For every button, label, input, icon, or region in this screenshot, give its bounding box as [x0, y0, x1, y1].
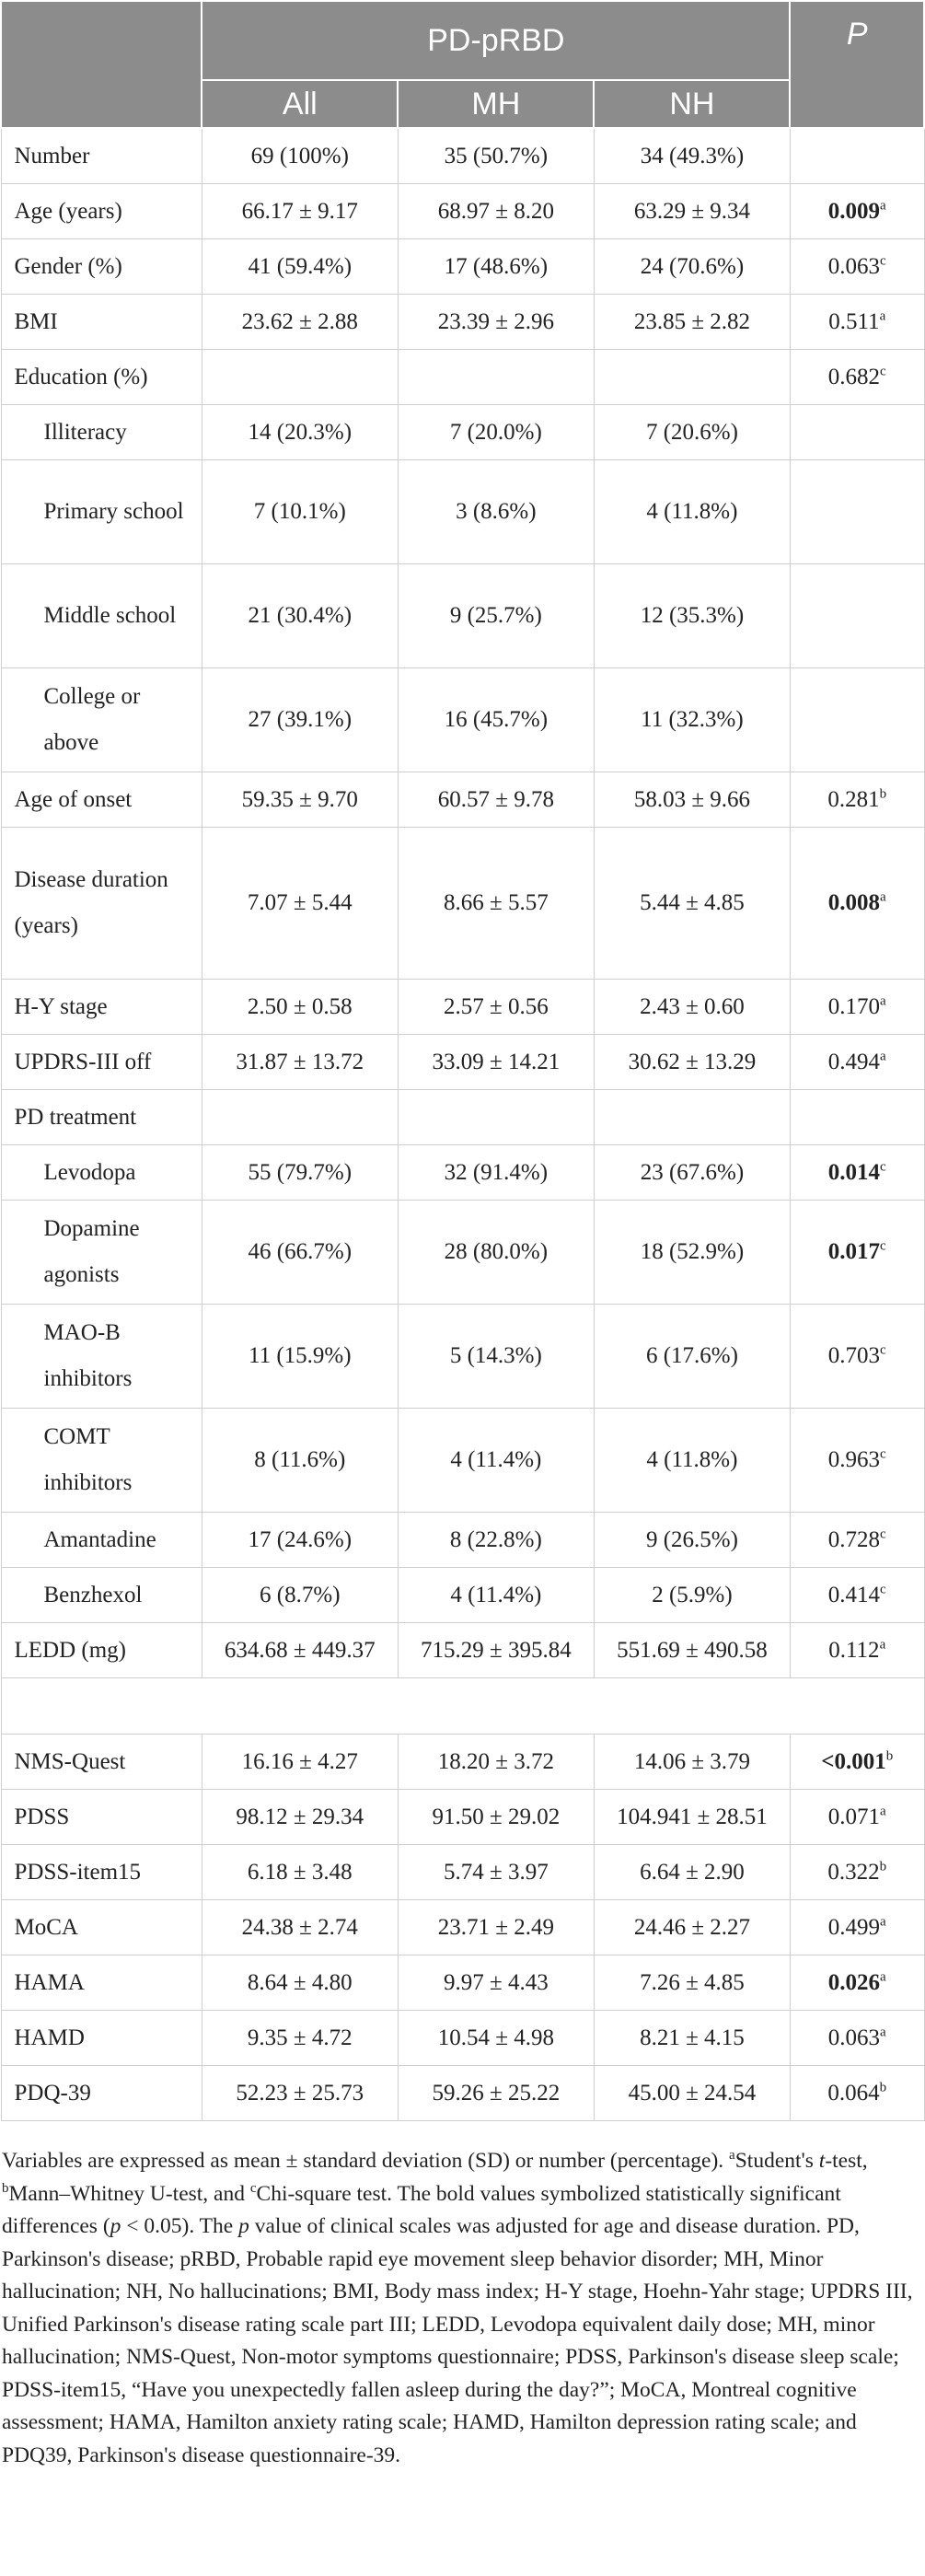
cell-p-value [790, 1035, 924, 1090]
table-row [1, 2066, 924, 2121]
row-label: BMI [1, 295, 202, 350]
p-value-test-marker: a [880, 2025, 886, 2040]
cell-nh: 63.29 ± 9.34 [594, 184, 790, 239]
p-value-test-marker: b [879, 2080, 887, 2095]
cell-p-value [790, 1623, 924, 1678]
cell-all: 17 (24.6%) [202, 1513, 398, 1568]
cell-p-value [790, 460, 924, 564]
cell-mh: 2.57 ± 0.56 [398, 980, 594, 1035]
row-label: Illiteracy [1, 405, 202, 460]
cell-p-value [790, 1090, 924, 1145]
cell-all: 55 (79.7%) [202, 1145, 398, 1201]
cell-nh: 6 (17.6%) [594, 1305, 790, 1409]
cell-nh: 58.03 ± 9.66 [594, 772, 790, 828]
cell-mh: 33.09 ± 14.21 [398, 1035, 594, 1090]
p-value-text: 0.499 [827, 1914, 881, 1940]
cell-p-value [790, 1513, 924, 1568]
header-blank-cell [1, 1, 202, 128]
cell-mh: 18.20 ± 3.72 [398, 1735, 594, 1790]
cell-nh: 4 (11.8%) [594, 460, 790, 564]
row-label: Middle school [1, 564, 202, 668]
row-label: Levodopa [1, 1145, 202, 1201]
row-label: Disease duration (years) [1, 828, 202, 980]
cell-nh [594, 1090, 790, 1145]
row-label: PD treatment [1, 1090, 202, 1145]
row-label: UPDRS-III off [1, 1035, 202, 1090]
cell-all: 7.07 ± 5.44 [202, 828, 398, 980]
cell-p-value [790, 772, 924, 828]
p-value-test-marker: c [880, 253, 886, 269]
cell-p-value [790, 2011, 924, 2066]
cell-p-value [790, 1305, 924, 1409]
cell-p-value [790, 1845, 924, 1900]
table-header [1, 1, 924, 128]
p-value-test-marker: a [880, 993, 886, 1009]
p-value-test-marker: c [880, 1238, 886, 1254]
table-row [1, 350, 924, 405]
cell-nh [594, 350, 790, 405]
cell-all: 9.35 ± 4.72 [202, 2011, 398, 2066]
p-value-test-marker: a [879, 308, 886, 324]
p-value-text: 0.414 [827, 1582, 881, 1607]
p-value-test-marker: c [880, 1582, 886, 1597]
p-value-text: 0.026 [827, 1969, 881, 1995]
table-footnotes [0, 2121, 925, 2472]
note-italic: t [818, 2149, 826, 2173]
row-label: LEDD (mg) [1, 1623, 202, 1678]
cell-mh: 4 (11.4%) [398, 1568, 594, 1623]
table-row [1, 1305, 924, 1409]
row-label: NMS-Quest [1, 1735, 202, 1790]
header-col-nh: NH [594, 80, 790, 128]
table-row [1, 1955, 924, 2011]
p-value-text: 0.008 [827, 890, 881, 915]
cell-p-value [790, 1790, 924, 1845]
table-row [1, 1201, 924, 1305]
cell-nh: 4 (11.8%) [594, 1409, 790, 1513]
p-value-test-marker: a [880, 1804, 886, 1819]
header-group-label: PD-pRBD [202, 1, 790, 80]
p-value-text: 0.511 [828, 308, 880, 334]
cell-p-value [790, 350, 924, 405]
p-value-text: 0.014 [827, 1159, 881, 1185]
cell-mh: 16 (45.7%) [398, 668, 594, 772]
note-text: Mann–Whitney U-test, and [8, 2181, 250, 2206]
row-label: Amantadine [1, 1513, 202, 1568]
cell-p-value [790, 668, 924, 772]
cell-nh: 8.21 ± 4.15 [594, 2011, 790, 2066]
cell-mh: 5.74 ± 3.97 [398, 1845, 594, 1900]
cell-nh: 2.43 ± 0.60 [594, 980, 790, 1035]
cell-all: 8.64 ± 4.80 [202, 1955, 398, 2011]
cell-p-value [790, 1409, 924, 1513]
cell-all: 16.16 ± 4.27 [202, 1735, 398, 1790]
cell-mh: 7 (20.0%) [398, 405, 594, 460]
p-value-text: 0.703 [827, 1343, 881, 1368]
p-value-text: <0.001 [821, 1748, 886, 1774]
cell-mh: 715.29 ± 395.84 [398, 1623, 594, 1678]
cell-p-value [790, 980, 924, 1035]
cell-nh: 24 (70.6%) [594, 239, 790, 295]
cell-mh: 10.54 ± 4.98 [398, 2011, 594, 2066]
p-value-test-marker: c [880, 1159, 886, 1175]
table-spacer-row [1, 1678, 924, 1735]
note-text: Chi-square test. The bold values symbolized statistically significant differences ( [2, 2181, 841, 2238]
cell-p-value [790, 128, 924, 184]
note-text: value of clinical scales was adjusted for age and disease duration. PD, Parkinson's disease; pRBD, Probable rapid eye movement sleep behavior disorder; MH, Minor hallucination; NH, No hallucinations; BMI, Body mass index; H-Y stage, Hoehn-Yahr stage; UPDRS III, Unified Parkinson's disease rating scale part III; LEDD, Levodopa equivalent daily dose; MH, minor hallucination; NMS-Quest, Non-motor symptoms questionnaire; PDSS, Parkinson's disease sleep scale; PDSS-item15, “Have you unexpectedly fallen asleep during the day?”; MoCA, Montreal cognitive assessment; HAMA, Hamilton anxiety rating scale; HAMD, Hamilton depression rating scale; and PDQ39, Parkinson's disease questionnaire-39. [2, 2214, 913, 2467]
cell-mh: 35 (50.7%) [398, 128, 594, 184]
p-value-test-marker: a [879, 1637, 886, 1653]
cell-nh: 9 (26.5%) [594, 1513, 790, 1568]
spacer-cell [1, 1678, 924, 1735]
table-row [1, 405, 924, 460]
cell-nh: 23.85 ± 2.82 [594, 295, 790, 350]
p-value-text: 0.009 [827, 198, 881, 224]
table-row [1, 1145, 924, 1201]
cell-all [202, 350, 398, 405]
cell-all: 2.50 ± 0.58 [202, 980, 398, 1035]
p-value-test-marker: c [880, 1526, 886, 1542]
table-row [1, 1409, 924, 1513]
cell-all: 59.35 ± 9.70 [202, 772, 398, 828]
table-row [1, 980, 924, 1035]
cell-nh: 2 (5.9%) [594, 1568, 790, 1623]
cell-all: 6.18 ± 3.48 [202, 1845, 398, 1900]
cell-all: 6 (8.7%) [202, 1568, 398, 1623]
cell-mh [398, 1090, 594, 1145]
table-row [1, 1623, 924, 1678]
cell-mh [398, 350, 594, 405]
cell-p-value [790, 295, 924, 350]
cell-mh: 4 (11.4%) [398, 1409, 594, 1513]
cell-nh: 24.46 ± 2.27 [594, 1900, 790, 1955]
cell-all: 21 (30.4%) [202, 564, 398, 668]
cell-all: 23.62 ± 2.88 [202, 295, 398, 350]
cell-all: 98.12 ± 29.34 [202, 1790, 398, 1845]
table-row [1, 239, 924, 295]
p-value-text: 0.322 [827, 1859, 880, 1885]
cell-mh: 60.57 ± 9.78 [398, 772, 594, 828]
cell-nh: 14.06 ± 3.79 [594, 1735, 790, 1790]
cell-nh: 551.69 ± 490.58 [594, 1623, 790, 1678]
cell-mh: 68.97 ± 8.20 [398, 184, 594, 239]
row-label: H-Y stage [1, 980, 202, 1035]
row-label: Dopamine agonists [1, 1201, 202, 1305]
cell-mh: 9.97 ± 4.43 [398, 1955, 594, 2011]
table-row [1, 668, 924, 772]
row-label: Number [1, 128, 202, 184]
cell-mh: 28 (80.0%) [398, 1201, 594, 1305]
row-label: Age (years) [1, 184, 202, 239]
p-value-test-marker: c [880, 1446, 886, 1462]
p-value-test-marker: b [879, 1859, 887, 1874]
cell-nh: 23 (67.6%) [594, 1145, 790, 1201]
cell-mh: 8.66 ± 5.57 [398, 828, 594, 980]
cell-mh: 5 (14.3%) [398, 1305, 594, 1409]
header-p-label [790, 1, 924, 128]
table-row [1, 1735, 924, 1790]
row-label: College or above [1, 668, 202, 772]
table-row [1, 2011, 924, 2066]
cell-nh: 7 (20.6%) [594, 405, 790, 460]
header-col-mh: MH [398, 80, 594, 128]
table-row [1, 128, 924, 184]
table-row [1, 1790, 924, 1845]
cell-nh: 6.64 ± 2.90 [594, 1845, 790, 1900]
cell-p-value [790, 1568, 924, 1623]
p-value-text: 0.728 [827, 1526, 881, 1552]
row-label: Education (%) [1, 350, 202, 405]
cell-all [202, 1090, 398, 1145]
cell-p-value [790, 239, 924, 295]
p-value-text: 0.170 [827, 993, 881, 1019]
table-row [1, 1513, 924, 1568]
p-value-text: 0.017 [827, 1239, 881, 1264]
cell-nh: 104.941 ± 28.51 [594, 1790, 790, 1845]
cell-mh: 59.26 ± 25.22 [398, 2066, 594, 2121]
cell-all: 27 (39.1%) [202, 668, 398, 772]
p-value-text: 0.063 [827, 2025, 881, 2050]
p-value-text: 0.064 [827, 2080, 880, 2106]
table-row [1, 1568, 924, 1623]
row-label: HAMD [1, 2011, 202, 2066]
table-row [1, 1900, 924, 1955]
p-value-text: 0.963 [827, 1447, 881, 1472]
header-col-all: All [202, 80, 398, 128]
cell-all: 69 (100%) [202, 128, 398, 184]
cell-p-value [790, 1735, 924, 1790]
cell-nh: 12 (35.3%) [594, 564, 790, 668]
cell-all: 52.23 ± 25.73 [202, 2066, 398, 2121]
table-row [1, 460, 924, 564]
cell-all: 31.87 ± 13.72 [202, 1035, 398, 1090]
cell-all: 46 (66.7%) [202, 1201, 398, 1305]
row-label: MoCA [1, 1900, 202, 1955]
cell-mh: 91.50 ± 29.02 [398, 1790, 594, 1845]
cell-p-value [790, 1955, 924, 2011]
cell-p-value [790, 828, 924, 980]
cell-mh: 17 (48.6%) [398, 239, 594, 295]
row-label: Age of onset [1, 772, 202, 828]
note-italic: p [238, 2214, 249, 2238]
p-value-text: 0.071 [827, 1804, 881, 1829]
cell-p-value [790, 1900, 924, 1955]
header-p-text: P [846, 17, 868, 52]
row-label: PDSS-item15 [1, 1845, 202, 1900]
cell-all: 41 (59.4%) [202, 239, 398, 295]
cell-nh: 7.26 ± 4.85 [594, 1955, 790, 2011]
cell-mh: 23.39 ± 2.96 [398, 295, 594, 350]
p-value-test-marker: a [880, 1969, 886, 1985]
table-row [1, 1090, 924, 1145]
cell-nh: 34 (49.3%) [594, 128, 790, 184]
table-row [1, 184, 924, 239]
cell-nh: 18 (52.9%) [594, 1201, 790, 1305]
cell-all: 24.38 ± 2.74 [202, 1900, 398, 1955]
p-value-test-marker: a [880, 889, 886, 905]
p-value-text: 0.494 [827, 1049, 881, 1074]
cell-p-value [790, 405, 924, 460]
cell-nh: 11 (32.3%) [594, 668, 790, 772]
cell-mh: 8 (22.8%) [398, 1513, 594, 1568]
cell-mh: 23.71 ± 2.49 [398, 1900, 594, 1955]
p-value-test-marker: c [880, 364, 886, 379]
cell-all: 14 (20.3%) [202, 405, 398, 460]
table-body [1, 128, 924, 2121]
note-text: Student's [734, 2149, 819, 2173]
p-value-text: 0.281 [827, 786, 880, 812]
cell-p-value [790, 564, 924, 668]
table-row [1, 1845, 924, 1900]
note-italic: p [110, 2214, 121, 2238]
p-value-test-marker: a [880, 198, 886, 214]
note-text: Variables are expressed as mean ± standard deviation (SD) or number (percentage). [2, 2149, 730, 2173]
cell-all: 66.17 ± 9.17 [202, 184, 398, 239]
row-label: PDSS [1, 1790, 202, 1845]
cell-p-value [790, 184, 924, 239]
cell-all: 634.68 ± 449.37 [202, 1623, 398, 1678]
note-sup: c [249, 2180, 257, 2196]
cell-all: 8 (11.6%) [202, 1409, 398, 1513]
cell-mh: 9 (25.7%) [398, 564, 594, 668]
cell-mh: 3 (8.6%) [398, 460, 594, 564]
table-row [1, 772, 924, 828]
row-label: MAO-B inhibitors [1, 1305, 202, 1409]
cell-nh: 5.44 ± 4.85 [594, 828, 790, 980]
cell-nh: 30.62 ± 13.29 [594, 1035, 790, 1090]
row-label: Benzhexol [1, 1568, 202, 1623]
row-label: COMT inhibitors [1, 1409, 202, 1513]
note-text: < 0.05). The [121, 2214, 239, 2238]
note-sup: a [729, 2148, 735, 2164]
cell-nh: 45.00 ± 24.54 [594, 2066, 790, 2121]
cell-p-value [790, 2066, 924, 2121]
row-label: HAMA [1, 1955, 202, 2011]
note-text: -test, [825, 2149, 868, 2173]
cell-mh: 32 (91.4%) [398, 1145, 594, 1201]
p-value-test-marker: a [880, 1049, 886, 1064]
table-row [1, 564, 924, 668]
p-value-test-marker: a [880, 1914, 886, 1930]
note-sup: b [2, 2180, 9, 2196]
row-label: Gender (%) [1, 239, 202, 295]
table-row [1, 295, 924, 350]
cell-p-value [790, 1201, 924, 1305]
cell-all: 11 (15.9%) [202, 1305, 398, 1409]
p-value-test-marker: b [879, 786, 887, 802]
row-label: Primary school [1, 460, 202, 564]
p-value-test-marker: b [885, 1748, 894, 1764]
row-label: PDQ-39 [1, 2066, 202, 2121]
p-value-text: 0.112 [828, 1637, 880, 1663]
p-value-text: 0.063 [827, 253, 881, 279]
cell-all: 7 (10.1%) [202, 460, 398, 564]
cell-p-value [790, 1145, 924, 1201]
table-row [1, 828, 924, 980]
table-row [1, 1035, 924, 1090]
p-value-test-marker: c [880, 1342, 886, 1358]
p-value-text: 0.682 [827, 364, 881, 389]
